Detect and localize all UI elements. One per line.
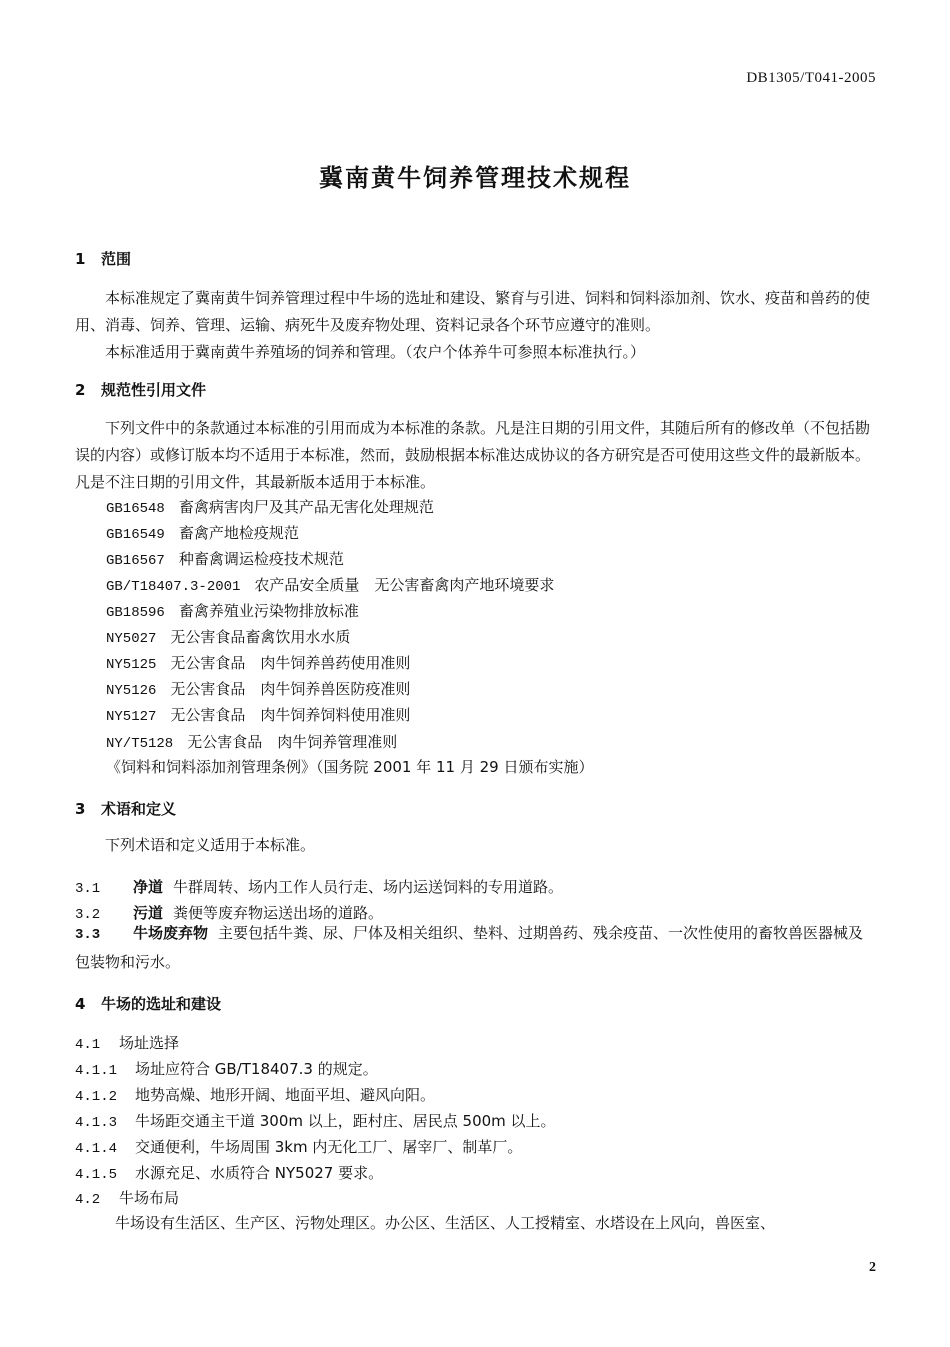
reference-name: 无公害食品 肉牛饲养兽医防疫准则: [170, 680, 411, 698]
term-definition-text: 粪便等废弃物运送出场的道路。: [173, 904, 384, 922]
term-name: 净道: [133, 878, 164, 896]
reference-item: [106, 652, 410, 673]
reference-item: [106, 522, 299, 543]
paragraph-text: 下列术语和定义适用于本标准。: [105, 836, 316, 854]
reference-item: [106, 626, 350, 647]
section-2-heading: [75, 379, 206, 400]
term-name: 牛场废弃物: [133, 924, 209, 942]
term-name: 污道: [133, 904, 164, 922]
section-title: 术语和定义: [101, 800, 177, 818]
clause-number: 3.1: [75, 881, 101, 897]
reference-code: GB16549: [106, 527, 165, 543]
reference-item: [106, 600, 359, 621]
reference-code: NY5125: [106, 657, 157, 673]
reference-item: [106, 496, 434, 517]
section-1-paragraph-1: [75, 285, 875, 339]
term-definition: [75, 920, 875, 976]
section-number: 2: [75, 381, 86, 399]
term-definition-text: 牛群周转、场内工作人员行走、场内运送饲料的专用道路。: [173, 878, 564, 896]
reference-name: 畜禽病害肉尸及其产品无害化处理规范: [178, 498, 434, 516]
reference-code: GB16567: [106, 553, 165, 569]
subsection-title: 场址选择: [119, 1034, 180, 1052]
reference-name: 无公害食品 肉牛饲养兽药使用准则: [170, 654, 411, 672]
reference-name: 种畜禽调运检疫技术规范: [178, 550, 344, 568]
reference-name: 无公害食品 肉牛饲养饲料使用准则: [170, 706, 411, 724]
clause-number: 4.1.3: [75, 1115, 118, 1131]
regulation-reference: 《饲料和饲料添加剂管理条例》（国务院 2001 年 11 月 29 日颁布实施）: [106, 758, 594, 776]
page-title: 冀南黄牛饲养管理技术规程: [319, 164, 631, 192]
reference-name: 畜禽产地检疫规范: [178, 524, 299, 542]
section-2-intro: [75, 415, 875, 496]
section-1-heading: [75, 248, 131, 269]
clause-item: [75, 1084, 435, 1105]
reference-code: GB18596: [106, 605, 165, 621]
clause-text: 地势高燥、地形开阔、地面平坦、避风向阳。: [135, 1086, 436, 1104]
paragraph-text: 本标准适用于冀南黄牛养殖场的饲养和管理。（农户个体养牛可参照本标准执行。）: [105, 343, 646, 361]
reference-code: GB16548: [106, 501, 165, 517]
clause-text: 交通便利，牛场周围 3km 内无化工厂、屠宰厂、制革厂。: [135, 1138, 523, 1156]
reference-name: 无公害食品 肉牛饲养管理准则: [187, 733, 398, 751]
clause-number: 3.3: [75, 927, 101, 943]
reference-code: GB/T18407.3-2001: [106, 579, 241, 595]
reference-item: [106, 574, 554, 595]
page-number: 2: [869, 1260, 876, 1275]
clause-number: 4.1.1: [75, 1063, 118, 1079]
clause-number: 4.1.4: [75, 1141, 118, 1157]
clause-item: [75, 1136, 522, 1157]
section-title: 范围: [101, 250, 132, 268]
paragraph-text: 本标准规定了冀南黄牛饲养管理过程中牛场的选址和建设、繁育与引进、饲料和饲料添加剂、饮水、疫苗和兽药的使用、消毒、饲养、管理、运输、病死牛及废弃物处理、资料记录各个环节应遵守的准则。: [75, 289, 871, 334]
term-definition: [75, 876, 563, 897]
section-3-heading: [75, 798, 176, 819]
section-title: 规范性引用文件: [101, 381, 207, 399]
clause-text: 牛场距交通主干道 300m 以上，距村庄、居民点 500m 以上。: [135, 1112, 556, 1130]
reference-item: [106, 548, 344, 569]
clause-number: 4.1.5: [75, 1167, 118, 1183]
paragraph-text: 下列文件中的条款通过本标准的引用而成为本标准的条款。凡是注日期的引用文件，其随后所有的修改单（不包括勘误的内容）或修订版本均不适用于本标准，然而，鼓励根据本标准达成协议的各方研究是否可使用这些文件的最新版本。凡是不注日期的引用文件，其最新版本适用于本标准。: [75, 419, 871, 491]
reference-item: [106, 678, 410, 699]
subsection-heading: [75, 1032, 179, 1053]
subsection-paragraph: 牛场设有生活区、生产区、污物处理区。办公区、生活区、人工授精室、水塔设在上风向，兽医室、: [115, 1214, 776, 1232]
section-1-paragraph-2: [75, 339, 875, 366]
reference-name: 畜禽养殖业污染物排放标准: [178, 602, 359, 620]
section-4-heading: [75, 993, 221, 1014]
reference-item: [106, 704, 410, 725]
term-definition-text: 主要包括牛粪、尿、尸体及相关组织、垫料、过期兽药、残余疫苗、一次性使用的畜牧兽医器械及包装物和污水。: [75, 924, 864, 971]
clause-number: 3.2: [75, 907, 101, 923]
section-number: 4: [75, 995, 86, 1013]
clause-item: [75, 1162, 383, 1183]
reference-code: NY5126: [106, 683, 157, 699]
section-number: 1: [75, 250, 86, 268]
clause-item: [75, 1058, 378, 1079]
document-code: DB1305/T041-2005: [746, 70, 876, 86]
reference-code: NY5127: [106, 709, 157, 725]
section-title: 牛场的选址和建设: [101, 995, 222, 1013]
reference-name: 无公害食品畜禽饮用水水质: [170, 628, 351, 646]
reference-code: NY5027: [106, 631, 157, 647]
clause-number: 4.1.2: [75, 1089, 118, 1105]
section-number: 3: [75, 800, 86, 818]
clause-item: [75, 1110, 556, 1131]
clause-number: 4.1: [75, 1037, 101, 1053]
section-3-intro: [75, 832, 875, 859]
subsection-title: 牛场布局: [119, 1189, 180, 1207]
clause-number: 4.2: [75, 1192, 101, 1208]
clause-text: 场址应符合 GB/T18407.3 的规定。: [135, 1060, 378, 1078]
reference-code: NY/T5128: [106, 736, 174, 752]
clause-text: 水源充足、水质符合 NY5027 要求。: [135, 1164, 384, 1182]
subsection-heading: [75, 1187, 179, 1208]
reference-name: 农产品安全质量 无公害畜禽肉产地环境要求: [254, 576, 555, 594]
reference-item: [106, 731, 397, 752]
